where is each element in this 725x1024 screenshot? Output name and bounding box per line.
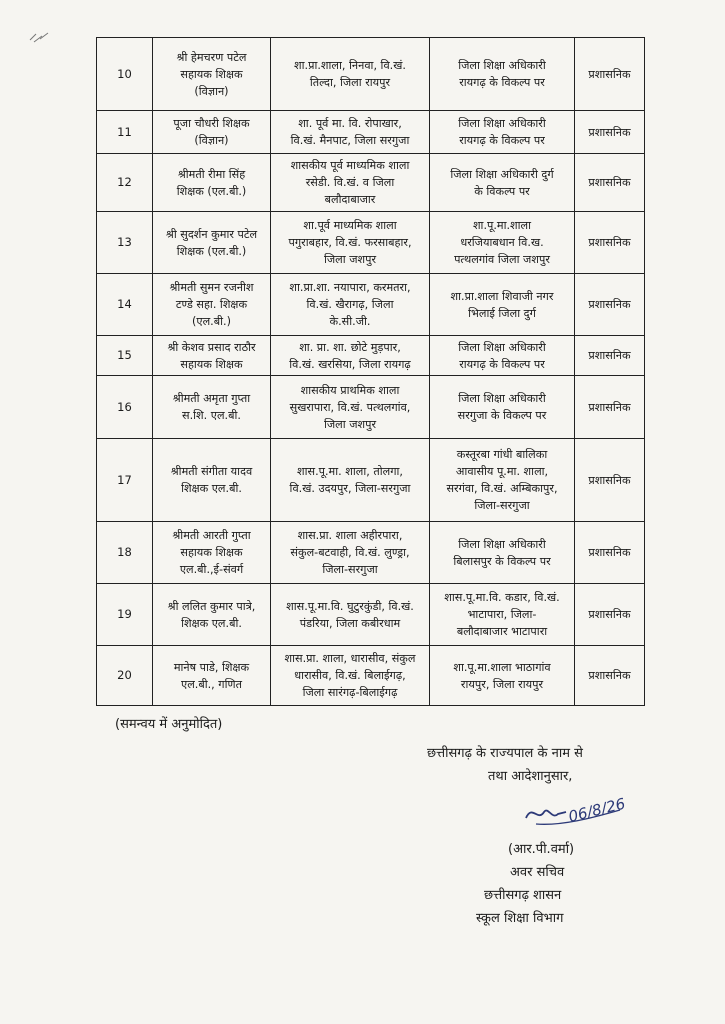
new-posting-cell — [430, 154, 575, 212]
approval-note: (समन्वय में अनुमोदित) — [115, 717, 223, 732]
serial-number-cell-text: 15 — [117, 348, 132, 362]
transfer-table — [96, 37, 645, 706]
current-posting-cell-text: शा. प्रा. शा. छोटे मुड़पार, वि.खं. खरसिया, जिला रायगढ़ — [289, 340, 411, 371]
table-row — [97, 439, 645, 522]
employee-name-cell-text: श्रीमती रीमा सिंह शिक्षक (एल.बी.) — [176, 167, 247, 198]
serial-number-cell-text: 19 — [117, 607, 132, 621]
serial-number-cell — [97, 212, 153, 274]
signature — [522, 782, 652, 838]
officer-name: (आर.पी.वर्मा) — [508, 842, 575, 857]
current-posting-cell-text: शास.प्रा. शाला, धारासीव, संकुल धारासीव, वि.खं. बिलाईगढ़, जिला सारंगढ़-बिलाईगढ़ — [284, 652, 416, 699]
table-row — [97, 584, 645, 646]
employee-name-cell — [153, 38, 271, 111]
new-posting-cell — [430, 584, 575, 646]
transfer-type-cell — [575, 274, 645, 336]
current-posting-cell — [271, 111, 430, 154]
table-row — [97, 274, 645, 336]
government-name: छत्तीसगढ़ शासन — [484, 888, 562, 903]
serial-number-cell-text: 10 — [117, 66, 132, 81]
serial-number-cell — [97, 38, 153, 111]
transfer-type-cell-text: प्रशासनिक — [588, 349, 631, 362]
transfer-type-cell-text: प्रशासनिक — [588, 669, 631, 682]
transfer-type-cell — [575, 212, 645, 274]
employee-name-cell — [153, 212, 271, 274]
new-posting-cell — [430, 212, 575, 274]
table-row — [97, 646, 645, 706]
serial-number-cell-text: 20 — [117, 668, 132, 682]
serial-number-cell — [97, 646, 153, 706]
current-posting-cell-text: शास.पू.मा. शाला, तोलगा, वि.खं. उदयपुर, जिला-सरगुजा — [289, 465, 411, 495]
employee-name-cell-text: पूजा चौधरी शिक्षक (विज्ञान) — [173, 117, 250, 147]
new-posting-cell-text: जिला शिक्षा अधिकारी रायगढ़ के विकल्प पर — [458, 117, 546, 147]
current-posting-cell — [271, 336, 430, 376]
new-posting-cell-text: जिला शिक्षा अधिकारी रायगढ़ के विकल्प पर — [458, 59, 546, 89]
serial-number-cell-text: 11 — [117, 124, 132, 139]
serial-number-cell — [97, 584, 153, 646]
current-posting-cell — [271, 376, 430, 439]
current-posting-cell — [271, 212, 430, 274]
scan-mark — [28, 30, 50, 44]
serial-number-cell-text: 16 — [117, 399, 132, 414]
serial-number-cell — [97, 274, 153, 336]
serial-number-cell — [97, 111, 153, 154]
new-posting-cell — [430, 38, 575, 111]
employee-name-cell-text: श्री ललित कुमार पात्रे, शिक्षक एल.बी. — [167, 599, 256, 630]
transfer-type-cell-text: प्रशासनिक — [588, 400, 631, 414]
transfer-type-cell-text: प्रशासनिक — [588, 608, 631, 621]
table-row — [97, 154, 645, 212]
new-posting-cell-text: जिला शिक्षा अधिकारी सरगुजा के विकल्प पर — [457, 392, 547, 422]
serial-number-cell — [97, 522, 153, 584]
current-posting-cell — [271, 38, 430, 111]
employee-name-cell-text: श्रीमती अमृता गुप्ता स.शि. एल.बी. — [172, 392, 251, 422]
employee-name-cell — [153, 376, 271, 439]
employee-name-cell-text: श्रीमती आरती गुप्ता सहायक शिक्षक एल.बी.,ई-संवर्ग — [172, 529, 251, 576]
employee-name-cell — [153, 336, 271, 376]
employee-name-cell — [153, 584, 271, 646]
employee-name-cell — [153, 439, 271, 522]
transfer-type-cell-text: प्रशासनिक — [588, 473, 631, 487]
employee-name-cell-text: श्री केशव प्रसाद राठौर सहायक शिक्षक — [167, 340, 256, 371]
new-posting-cell — [430, 522, 575, 584]
current-posting-cell — [271, 154, 430, 212]
table-row — [97, 38, 645, 111]
employee-name-cell — [153, 274, 271, 336]
transfer-type-cell-text: प्रशासनिक — [588, 67, 631, 81]
transfer-type-cell — [575, 336, 645, 376]
transfer-type-cell-text: प्रशासनिक — [588, 176, 631, 189]
current-posting-cell-text: शा. पूर्व मा. वि. रोपाखार, वि.खं. मैनपाट, जिला सरगुजा — [290, 117, 410, 147]
transfer-type-cell — [575, 111, 645, 154]
serial-number-cell-text: 14 — [117, 297, 132, 311]
current-posting-cell-text: शास.प्रा. शाला अहीरपारा, संकुल-बटवाही, वि.खं. लुण्ड्रा, जिला-सरगुजा — [290, 529, 410, 576]
serial-number-cell — [97, 154, 153, 212]
new-posting-cell-text: जिला शिक्षा अधिकारी रायगढ़ के विकल्प पर — [458, 340, 546, 371]
current-posting-cell-text: शा.पूर्व माध्यमिक शाला पगुराबहार, वि.खं. फरसाबहार, जिला जशपुर — [288, 219, 412, 266]
transfer-type-cell — [575, 154, 645, 212]
new-posting-cell-text: शास.पू.मा.वि. कडार, वि.खं. भाटापारा, जिला- बलौदाबाजार भाटापारा — [444, 591, 560, 638]
transfer-type-cell — [575, 646, 645, 706]
new-posting-cell — [430, 646, 575, 706]
transfer-type-cell — [575, 584, 645, 646]
current-posting-cell — [271, 584, 430, 646]
serial-number-cell-text: 18 — [117, 545, 132, 559]
department-name: स्कूल शिक्षा विभाग — [476, 911, 564, 926]
transfer-type-cell-text: प्रशासनिक — [588, 298, 631, 311]
transfer-type-cell — [575, 439, 645, 522]
new-posting-cell-text: शा.पू.मा.शाला भाठागांव रायपुर, जिला रायपुर — [453, 660, 551, 691]
table-row — [97, 111, 645, 154]
new-posting-cell — [430, 274, 575, 336]
employee-name-cell-text: श्रीमती सुमन रजनीश टण्डे सहा. शिक्षक (एल.बी.) — [169, 281, 254, 328]
serial-number-cell — [97, 439, 153, 522]
current-posting-cell-text: शासकीय प्राथमिक शाला सुखरापारा, वि.खं. पत्थलगांव, जिला जशपुर — [289, 383, 411, 431]
signoff-line-2: तथा आदेशानुसार, — [488, 769, 573, 784]
current-posting-cell — [271, 522, 430, 584]
current-posting-cell — [271, 439, 430, 522]
current-posting-cell — [271, 274, 430, 336]
serial-number-cell-text: 12 — [117, 175, 132, 189]
new-posting-cell-text: शा.पू.मा.शाला धरजियाबधान वि.ख. पत्थलगांव जिला जशपुर — [454, 219, 550, 266]
table-row — [97, 212, 645, 274]
current-posting-cell — [271, 646, 430, 706]
signature-date: 06/8/26 — [566, 794, 628, 826]
officer-designation: अवर सचिव — [510, 865, 565, 880]
new-posting-cell — [430, 111, 575, 154]
signoff-line-1: छत्तीसगढ़ के राज्यपाल के नाम से — [427, 746, 583, 761]
new-posting-cell-text: कस्तूरबा गांधी बालिका आवासीय पू.मा. शाला, सरगंवा, वि.खं. अम्बिकापुर, जिला-सरगुजा — [446, 448, 558, 512]
employee-name-cell — [153, 111, 271, 154]
transfer-type-cell — [575, 522, 645, 584]
current-posting-cell-text: शास.पू.मा.वि. घुटुरकुंडी, वि.खं. पंडरिया, जिला कबीरधाम — [286, 599, 414, 630]
new-posting-cell-text: जिला शिक्षा अधिकारी दुर्ग के विकल्प पर — [450, 167, 554, 198]
employee-name-cell-text: श्री सुदर्शन कुमार पटेल शिक्षक (एल.बी.) — [165, 227, 258, 258]
current-posting-cell-text: शा.प्रा.शाला, निनवा, वि.खं. तिल्दा, जिला रायपुर — [294, 59, 406, 89]
serial-number-cell-text: 17 — [117, 472, 132, 487]
current-posting-cell-text: शासकीय पूर्व माध्यमिक शाला रसेडी. वि.खं. व जिला बलौदाबाजार — [290, 159, 410, 206]
table-row — [97, 522, 645, 584]
serial-number-cell — [97, 376, 153, 439]
serial-number-cell — [97, 336, 153, 376]
employee-name-cell-text: श्रीमती संगीता यादव शिक्षक एल.बी. — [170, 465, 253, 495]
transfer-type-cell — [575, 38, 645, 111]
employee-name-cell — [153, 522, 271, 584]
transfer-table-body — [97, 38, 645, 706]
new-posting-cell-text: जिला शिक्षा अधिकारी बिलासपुर के विकल्प पर — [453, 537, 551, 568]
new-posting-cell — [430, 376, 575, 439]
transfer-type-cell-text: प्रशासनिक — [588, 125, 631, 139]
serial-number-cell-text: 13 — [117, 235, 132, 249]
current-posting-cell-text: शा.प्रा.शा. नयापारा, करमतरा, वि.खं. खैरागढ़, जिला के.सी.जी. — [289, 281, 411, 328]
transfer-type-cell-text: प्रशासनिक — [588, 546, 631, 559]
transfer-type-cell — [575, 376, 645, 439]
new-posting-cell-text: शा.प्रा.शाला शिवाजी नगर भिलाई जिला दुर्ग — [450, 289, 554, 320]
new-posting-cell — [430, 439, 575, 522]
employee-name-cell-text: मानेष पाडे, शिक्षक एल.बी., गणित — [173, 660, 250, 691]
employee-name-cell-text: श्री हेमचरण पटेल सहायक शिक्षक (विज्ञान) — [176, 50, 247, 98]
transfer-type-cell-text: प्रशासनिक — [588, 236, 631, 249]
table-row — [97, 376, 645, 439]
employee-name-cell — [153, 154, 271, 212]
new-posting-cell — [430, 336, 575, 376]
employee-name-cell — [153, 646, 271, 706]
table-row — [97, 336, 645, 376]
